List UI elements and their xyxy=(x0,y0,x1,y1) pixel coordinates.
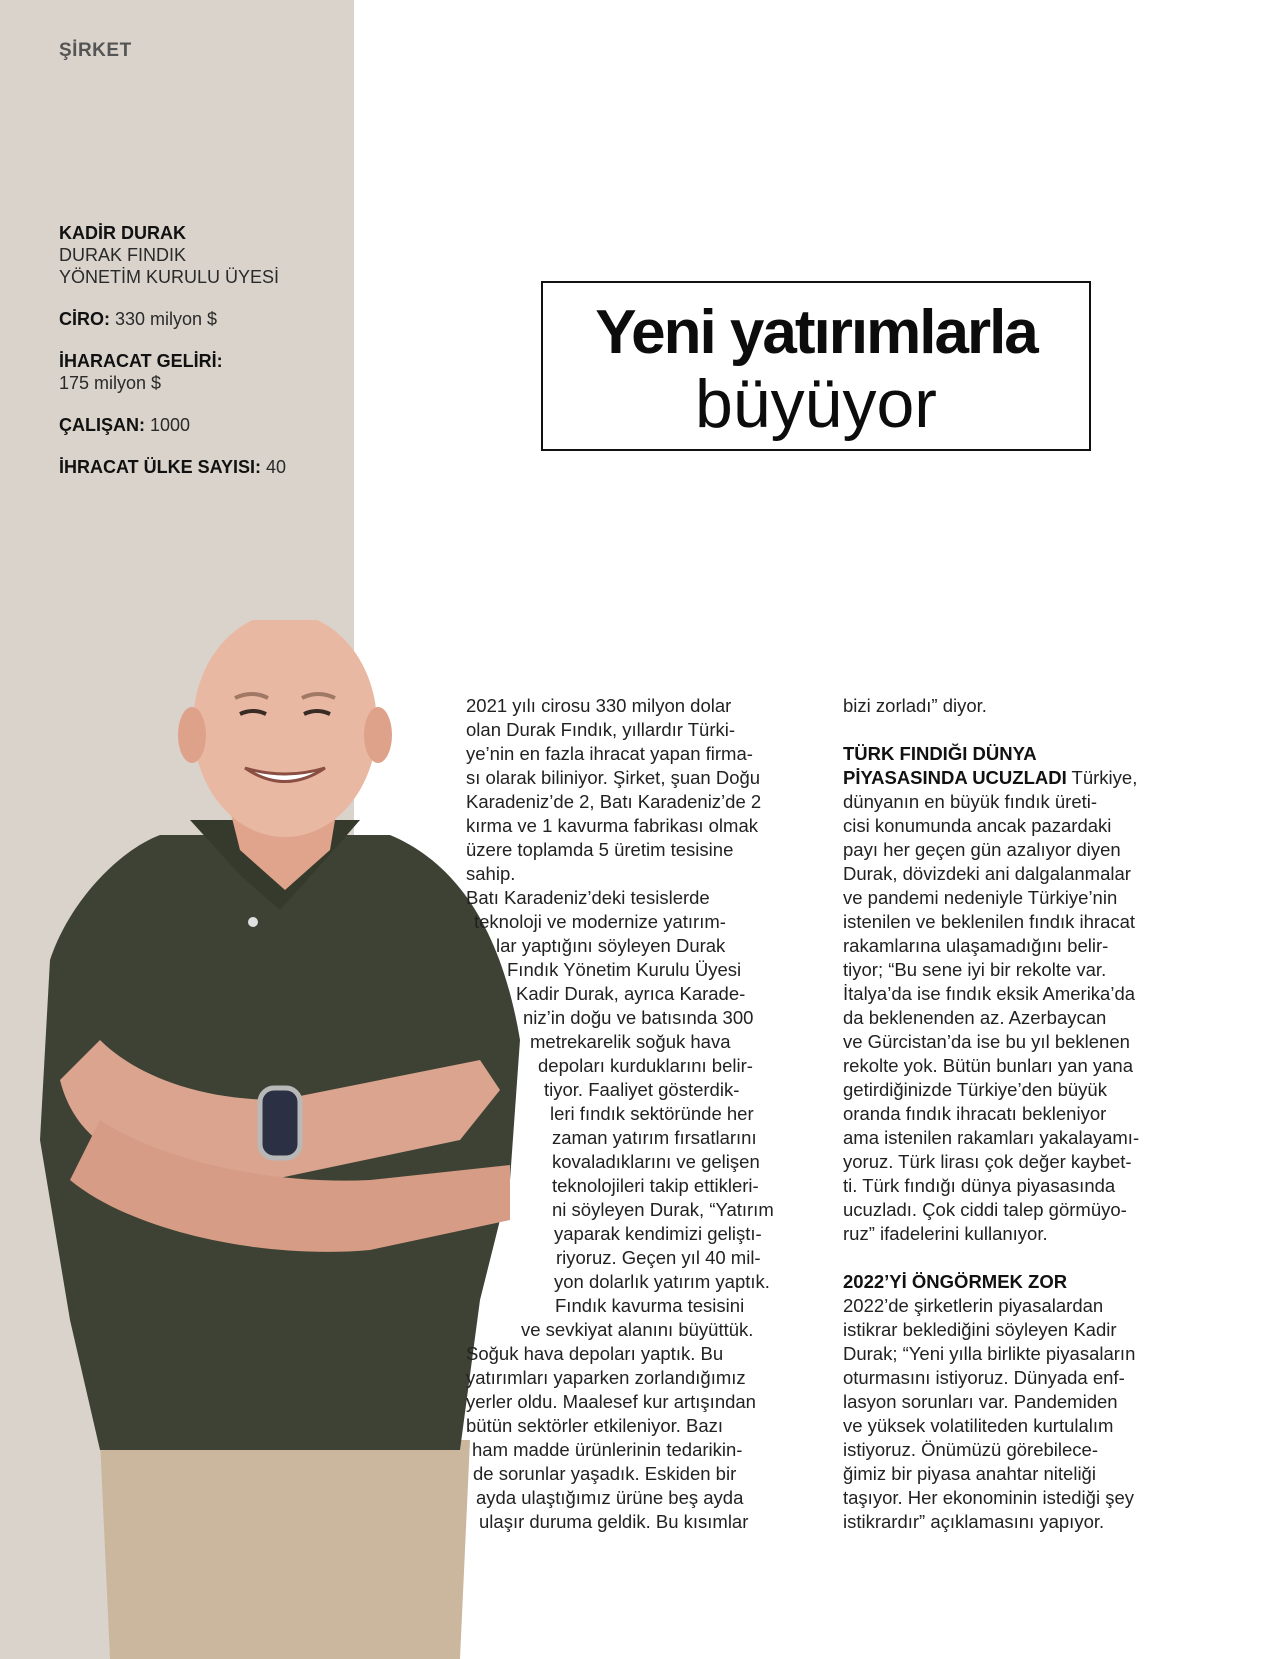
text-line: istenilen ve beklenilen fındık ihracat xyxy=(843,911,1136,932)
button-icon xyxy=(248,917,258,927)
fact-value: 330 milyon $ xyxy=(110,309,218,329)
subheading-line: 2022’Yİ ÖNGÖRMEK ZOR xyxy=(843,1271,1068,1292)
text-line: ulaşır duruma geldik. Bu kısımlar xyxy=(479,1511,749,1532)
fact-export-countries xyxy=(59,456,349,478)
text-line: teknoloji ve modernize yatırım- xyxy=(474,911,726,932)
text-line: ye’nin en fazla ihracat yapan firma- xyxy=(466,743,753,764)
profile-role: YÖNETİM KURULU ÜYESİ xyxy=(59,267,280,287)
text-line: lar yaptığını söyleyen Durak xyxy=(496,935,726,956)
headline-line-2: büyüyor xyxy=(695,366,937,442)
text-line: 2022’de şirketlerin piyasalardan xyxy=(843,1295,1104,1316)
text-line: Kadir Durak, ayrıca Karade- xyxy=(516,983,746,1004)
text-line: payı her geçen gün azalıyor diyen xyxy=(843,839,1121,860)
text-line: riyoruz. Geçen yıl 40 mil- xyxy=(556,1247,761,1268)
text-line: Fındık Yönetim Kurulu Üyesi xyxy=(507,959,742,980)
text-line: bizi zorladı” diyor. xyxy=(843,695,987,716)
text-line: ni söyleyen Durak, “Yatırım xyxy=(552,1199,774,1220)
fact-export-income xyxy=(59,350,349,394)
text-line: niz’in doğu ve batısında 300 xyxy=(523,1007,754,1028)
text-line: metrekarelik soğuk hava xyxy=(530,1031,731,1052)
article-column-2 xyxy=(843,694,1203,1534)
text-line: teknolojileri takip ettikleri- xyxy=(552,1175,759,1196)
text-line: taşıyor. Her ekonominin istediği şey xyxy=(843,1487,1134,1508)
text-line: rakamlarına ulaşamadığını belir- xyxy=(843,935,1109,956)
text-line: ruz” ifadelerini kullanıyor. xyxy=(843,1223,1048,1244)
text-line: zaman yatırım fırsatlarını xyxy=(552,1127,757,1148)
fact-value: 40 xyxy=(261,457,287,477)
watch-icon xyxy=(260,1088,300,1158)
headline-line-1: Yeni yatırımlarla xyxy=(595,298,1037,367)
text-line: rekolte yok. Bütün bunları yan yana xyxy=(843,1055,1134,1076)
text-line: Durak, dövizdeki ani dalgalanmalar xyxy=(843,863,1131,884)
text-line: ve pandemi nedeniyle Türkiye’nin xyxy=(843,887,1118,908)
text-line: da beklenenden az. Azerbaycan xyxy=(843,1007,1107,1028)
text-line: kovaladıklarını ve gelişen xyxy=(552,1151,760,1172)
subheading-text: PİYASASINDA UCUZLADI xyxy=(843,767,1067,788)
text-line: yerler oldu. Maalesef kur artışından xyxy=(466,1391,756,1412)
fact-value: 1000 xyxy=(145,415,191,435)
profile-name: KADİR DURAK xyxy=(59,223,186,243)
profile-facts xyxy=(59,222,349,478)
text-line: ucuzladı. Çok ciddi talep görmüyo- xyxy=(843,1199,1127,1220)
headline-box xyxy=(541,281,1091,451)
trousers-shape xyxy=(100,1440,470,1659)
paragraph-gap xyxy=(843,1246,1203,1270)
text-line: Soğuk hava depoları yaptık. Bu xyxy=(466,1343,724,1364)
text-line: sı olarak biliniyor. Şirket, şuan Doğu xyxy=(466,767,761,788)
text-line: dünyanın en büyük fındık üreti- xyxy=(843,791,1098,812)
profile-company: DURAK FINDIK xyxy=(59,245,187,265)
text-line: getirdiğinizde Türkiye’den büyük xyxy=(843,1079,1107,1100)
fact-employees xyxy=(59,414,349,436)
fact-revenue xyxy=(59,308,349,330)
text-line: ayda ulaştığımız ürüne beş ayda xyxy=(476,1487,744,1508)
fact-value: 175 milyon $ xyxy=(59,373,162,393)
head-shape xyxy=(193,620,377,837)
text-line: kırma ve 1 kavurma fabrikası olmak xyxy=(466,815,758,836)
text-line: lasyon sorunları var. Pandemiden xyxy=(843,1391,1118,1412)
text-line: yatırımları yaparken zorlandığımız xyxy=(466,1367,746,1388)
text-line: tiyor. Faaliyet gösterdik- xyxy=(544,1079,740,1100)
text-line: oturmasını istiyoruz. Dünyada enf- xyxy=(843,1367,1125,1388)
text-line: ve Gürcistan’da ise bu yıl beklenen xyxy=(843,1031,1130,1052)
fact-label: CİRO: xyxy=(59,309,110,329)
article-column-1 xyxy=(466,694,822,1534)
fact-label: İHARACAT GELİRİ: xyxy=(59,351,223,371)
text-line: bütün sektörler etkileniyor. Bazı xyxy=(466,1415,724,1436)
text-line: Durak; “Yeni yılla birlikte piyasaların xyxy=(843,1343,1136,1364)
text-line: ve yüksek volatiliteden kurtulalım xyxy=(843,1415,1114,1436)
text-line: oranda fındık ihracatı bekleniyor xyxy=(843,1103,1107,1124)
ear-left xyxy=(178,707,206,763)
paragraph-gap xyxy=(843,718,1203,742)
fact-label: İHRACAT ÜLKE SAYISI: xyxy=(59,457,262,477)
text-line: sahip. xyxy=(466,863,516,884)
text-line: Batı Karadeniz’deki tesislerde xyxy=(466,887,710,908)
text-line: istikrardır” açıklamasını yapıyor. xyxy=(843,1511,1105,1532)
text-line: leri fındık sektöründe her xyxy=(550,1103,754,1124)
text-line: İtalya’da ise fındık eksik Amerika’da xyxy=(843,983,1136,1004)
text-line: cisi konumunda ancak pazardaki xyxy=(843,815,1112,836)
text-line: ti. Türk fındığı dünya piyasasında xyxy=(843,1175,1116,1196)
text-line: Fındık kavurma tesisini xyxy=(555,1295,745,1316)
text-line: üzere toplamda 5 üretim tesisine xyxy=(466,839,734,860)
text-line: Karadeniz’de 2, Batı Karadeniz’de 2 xyxy=(466,791,762,812)
text-line: 2021 yılı cirosu 330 milyon dolar xyxy=(466,695,732,716)
subheading-line xyxy=(843,766,1203,790)
fact-label: ÇALIŞAN: xyxy=(59,415,145,435)
text-line: istikrar beklediğini söyleyen Kadir xyxy=(843,1319,1117,1340)
text-run: Türkiye, xyxy=(1066,767,1138,788)
text-line: ama istenilen rakamları yakalayamı- xyxy=(843,1127,1140,1148)
text-line: istiyoruz. Önümüzü görebilece- xyxy=(843,1439,1098,1460)
text-line: olan Durak Fındık, yıllardır Türki- xyxy=(466,719,736,740)
ear-right xyxy=(364,707,392,763)
section-label: ŞİRKET xyxy=(59,40,132,61)
text-line: ve sevkiyat alanını büyüttük. xyxy=(521,1319,754,1340)
text-line: tiyor; “Bu sene iyi bir rekolte var. xyxy=(843,959,1107,980)
subheading-line: TÜRK FINDIĞI DÜNYA xyxy=(843,743,1037,764)
text-line: yoruz. Türk lirası çok değer kaybet- xyxy=(843,1151,1132,1172)
text-line: ğimiz bir piyasa anahtar niteliği xyxy=(843,1463,1096,1484)
text-line: yon dolarlık yatırım yaptık. xyxy=(554,1271,770,1292)
text-line: yaparak kendimizi geliştı- xyxy=(554,1223,762,1244)
text-line: depoları kurduklarını belir- xyxy=(538,1055,753,1076)
text-line: ham madde ürünlerinin tedarikin- xyxy=(472,1439,743,1460)
text-line: de sorunlar yaşadık. Eskiden bir xyxy=(473,1463,737,1484)
